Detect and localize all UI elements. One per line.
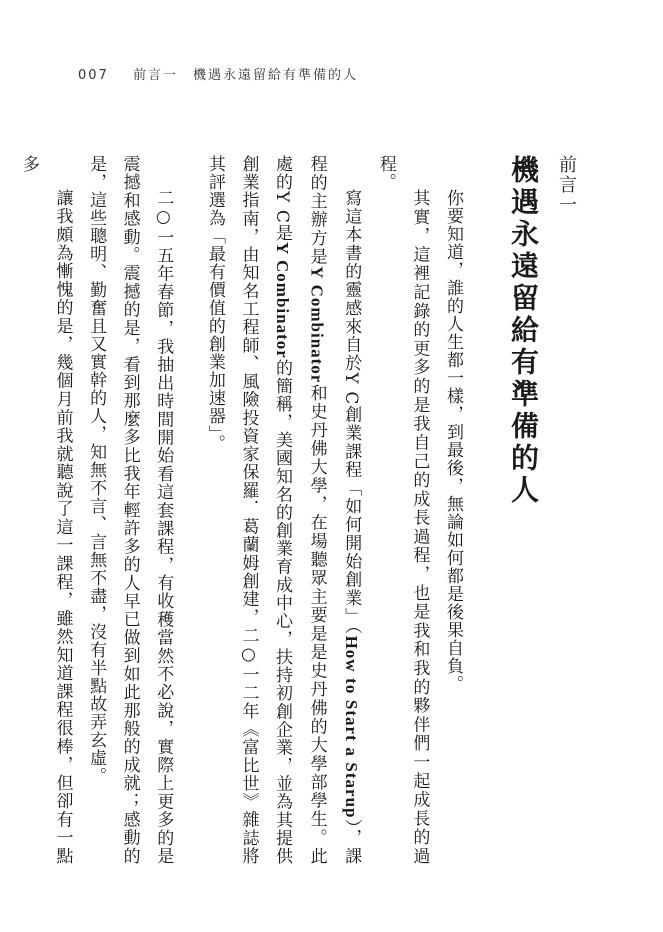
paragraph-3-part-g: 的簡稱，美國知名的創業育成中心，扶持初創企業，並為其提供創業指南，由知名工程師、風險投資家保羅．葛蘭姆創建，二○一二年《富比世》雜誌將其評選為「最有價值的創業加速器」。 xyxy=(204,155,293,865)
paragraph-2: 其實，這裡記錄的更多的是我自己的成長過程，也是我和我的夥伴們一起成長的過程。 xyxy=(375,155,430,865)
chapter-label: 前言一 xyxy=(556,155,577,215)
paragraph-3-yc-name-1: Y Combinator xyxy=(307,266,327,384)
paragraph-5: 讓我頗為慚愧的是，幾個月前我就聽說了這一課程，雖然知道課程很棒，但卻有一點多 xyxy=(18,155,73,865)
chapter-title: 機遇永遠留給有準備的人 xyxy=(507,155,540,507)
paragraph-4: 二○一五年春節，我抽出時間開始看這套課程，有收穫當然不必說，實際上更多的是震撼和感動。震撼的是，看到那麼多比我年輕許多的人早已做到如此那般的成就；感動的是，這些聰明、勤奮且又實幹的人，知無不言、言無不盡，沒有半點故弄玄虛。 xyxy=(86,155,174,865)
paragraph-3 xyxy=(197,155,368,865)
paragraph-3-part-a: 寫這本書的靈感來自於Y C創業課程「如何開始創業」（ xyxy=(341,189,362,636)
paragraph-3-part-c: ），課程的主辦方是 xyxy=(306,155,362,865)
running-header xyxy=(78,64,358,83)
vertical-text-body xyxy=(18,155,581,865)
paragraph-3-course-name: How to Start a Starup xyxy=(342,635,362,819)
page-number: 007 xyxy=(78,68,109,83)
paragraph-3-part-e: 和史丹佛大學，在場聽眾主要是是史丹佛的大學部學生。此處的Y C是 xyxy=(272,155,327,865)
running-header-title: 前言一 機遇永遠留給有準備的人 xyxy=(132,68,358,83)
paragraph-3-yc-name-2: Y Combinator xyxy=(273,242,293,359)
paragraph-1: 你要知道，誰的人生都一樣，到最後，無論如何都是後果自負。 xyxy=(443,189,463,693)
